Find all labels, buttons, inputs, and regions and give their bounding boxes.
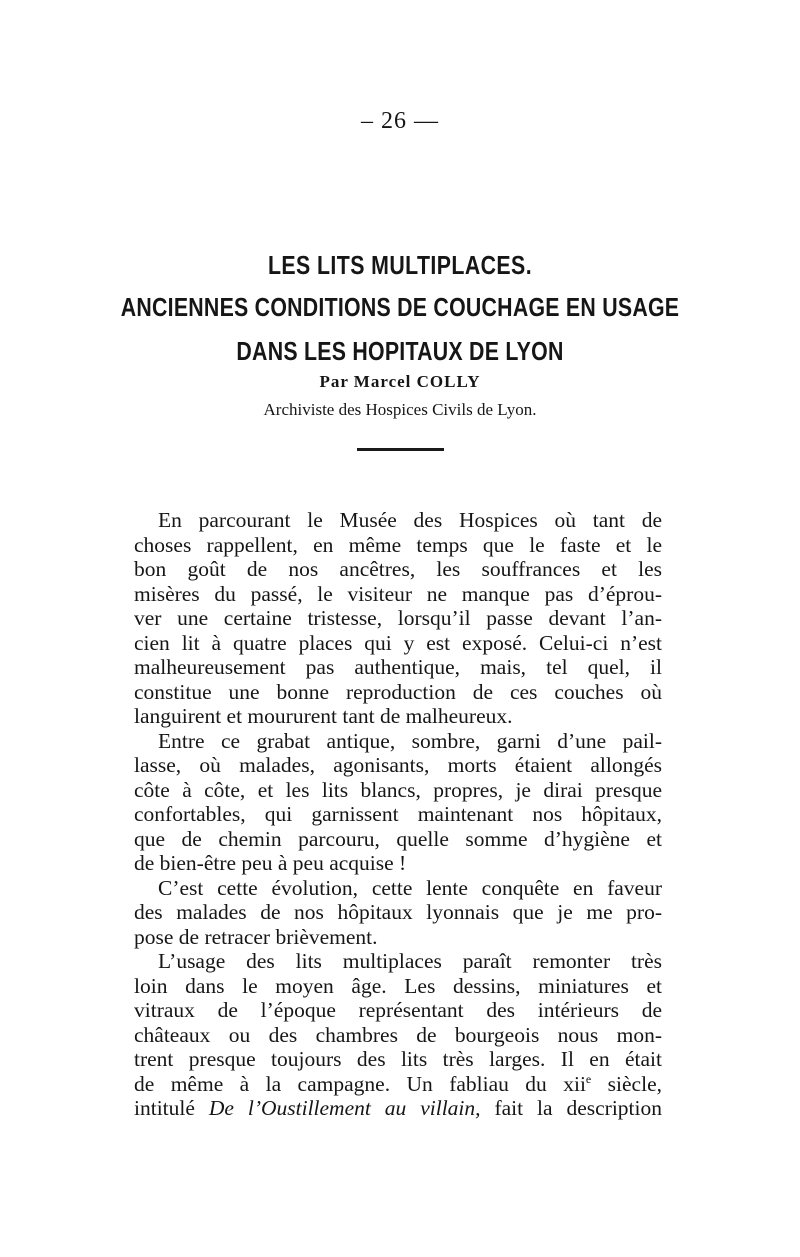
title-line-2: ANCIENNES CONDITIONS DE COUCHAGE EN USAGE	[120, 292, 680, 322]
body-line: L’usage des lits multiplaces paraît remonter très	[158, 949, 662, 973]
body-line-tail: fait la description	[480, 1096, 662, 1120]
body-line: loin dans le moyen âge. Les dessins, miniatures et	[134, 973, 662, 998]
body-line: confortables, qui garnissent maintenant nos hôpitaux,	[134, 802, 662, 826]
body-line	[134, 1096, 662, 1121]
body-line: vitraux de l’époque représentant des intérieurs de	[134, 998, 662, 1022]
body-line: ver une certaine tristesse, lorsqu’il passe devant l’an-	[134, 606, 662, 630]
body-line: que de chemin parcouru, quelle somme d’hygiène et	[134, 826, 662, 851]
body-line: malheureusement pas authentique, mais, tel quel, il	[134, 655, 662, 679]
body-line-text: de même à la campagne. Un fabliau du xii	[134, 1071, 586, 1096]
divider-rule	[357, 448, 444, 451]
body-line-tail: siècle,	[591, 1071, 662, 1096]
title-line-3: DANS LES HOPITAUX DE LYON	[236, 336, 564, 366]
body-line: pose de retracer brièvement.	[134, 924, 378, 949]
body-line: Entre ce grabat antique, sombre, garni d’une pail-	[158, 728, 662, 753]
body-line: constitue une bonne reproduction de ces couches où	[134, 679, 662, 704]
byline: Par Marcel COLLY	[319, 372, 481, 391]
body-line: lasse, où malades, agonisants, morts étaient allongés	[134, 753, 662, 777]
author-role: Archiviste des Hospices Civils de Lyon.	[263, 400, 537, 419]
work-title-italic: De l’Oustillement au villain,	[194, 1096, 481, 1120]
body-line: bon goût de nos ancêtres, les souffrances et les	[134, 557, 662, 581]
body-line: trent presque toujours des lits très larges. Il en était	[134, 1047, 662, 1071]
body-line: C’est cette évolution, cette lente conquête en faveur	[158, 875, 662, 900]
body-line: des malades de nos hôpitaux lyonnais que je me pro-	[134, 900, 662, 924]
article-body	[134, 508, 662, 1121]
body-line-text: intitulé	[134, 1096, 195, 1120]
body-line: En parcourant le Musée des Hospices où tant de	[158, 508, 662, 532]
body-line: de bien-être peu à peu acquise !	[134, 851, 407, 875]
body-line: choses rappellent, en même temps que le faste et le	[134, 532, 662, 557]
body-line: cien lit à quatre places qui y est exposé. Celui-ci n’est	[134, 630, 662, 655]
body-line: languirent et moururent tant de malheureux.	[134, 704, 513, 728]
body-line: châteaux ou des chambres de bourgeois nous mon-	[134, 1022, 662, 1047]
body-line: misères du passé, le visiteur ne manque pas d’éprou-	[134, 581, 662, 606]
title-line-1: LES LITS MULTIPLACES.	[267, 250, 533, 280]
body-line: côte à côte, et les lits blancs, propres, je dirai presque	[134, 777, 662, 802]
page-number: – 26 —	[361, 108, 439, 134]
century-superscript: e	[585, 1071, 592, 1086]
body-line	[134, 1072, 662, 1097]
